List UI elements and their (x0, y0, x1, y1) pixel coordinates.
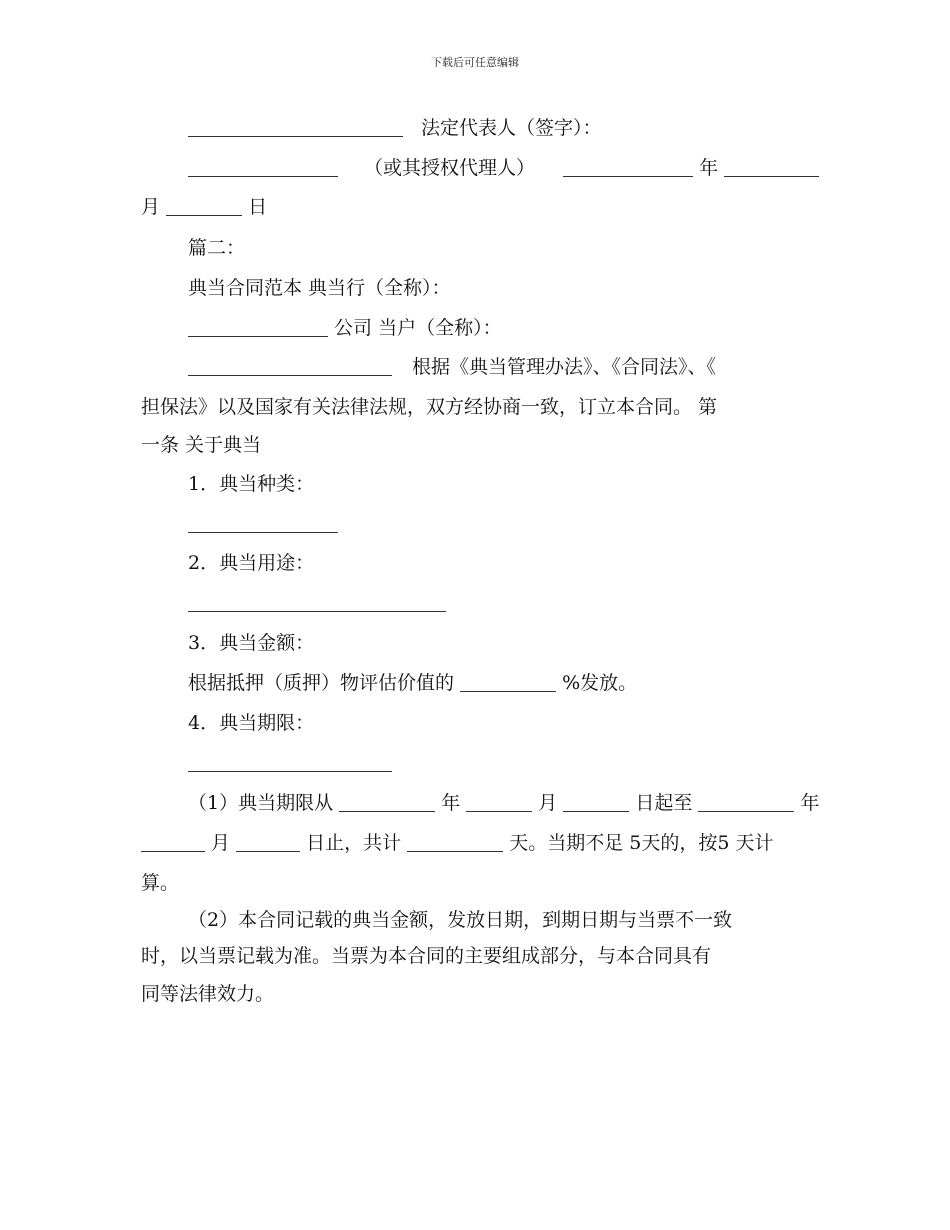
blank-field[interactable] (563, 793, 629, 812)
article-title: 一条 关于典当 (141, 434, 262, 456)
blank-field[interactable] (141, 833, 205, 852)
blank-field[interactable] (236, 833, 300, 852)
customer-line (188, 316, 502, 340)
blank-field[interactable] (460, 673, 556, 692)
term-period-line (188, 791, 820, 815)
item-term-label: 4．典当期限： (188, 712, 315, 734)
basis-line (188, 355, 716, 379)
paragraph-line: 时，以当票记载为准。当票为本合同的主要组成部分，与本合同具有 (141, 945, 712, 967)
month-label: 月 (141, 196, 161, 218)
agent-line (188, 156, 819, 180)
legal-rep-label: 法定代表人（签字）： (421, 117, 602, 139)
blank-field[interactable] (188, 118, 403, 137)
blank-field[interactable] (563, 158, 693, 177)
amount-line (188, 671, 637, 695)
amount-text: 根据抵押（质押）物评估价值的 (188, 672, 455, 694)
year-label: 年 (699, 157, 719, 179)
term-from-text: （1）典当期限从 (188, 792, 334, 814)
page-header: 下载后可任意编辑 (431, 56, 519, 69)
contract-title-line: 典当合同范本 典当行（全称）： (188, 277, 451, 299)
blank-field[interactable] (724, 158, 819, 177)
signature-line (188, 116, 602, 140)
blank-field[interactable] (339, 793, 435, 812)
agent-label: （或其授权代理人） (364, 157, 536, 179)
blank-field[interactable] (188, 318, 328, 337)
day-label: 日 (248, 196, 268, 218)
type-blank-line (188, 512, 338, 536)
paragraph-line: （2）本合同记载的典当金额，发放日期，到期日期与当票不一致 (188, 909, 733, 931)
item-usage-label: 2．典当用途： (188, 552, 315, 574)
item-type-label: 1．典当种类： (188, 473, 315, 495)
blank-field[interactable] (166, 197, 242, 216)
year-label: 年 (441, 792, 461, 814)
blank-field[interactable] (698, 793, 794, 812)
paragraph-line: 担保法》以及国家有关法律法规，双方经协商一致，订立本合同。 第 (141, 396, 718, 418)
paragraph-line: 同等法律效力。 (141, 983, 275, 1005)
date-line (141, 195, 267, 219)
blank-field[interactable] (466, 793, 532, 812)
section-title: 篇二： (188, 237, 246, 259)
percent-text: %发放。 (562, 672, 638, 694)
term-blank-line (188, 751, 392, 775)
blank-field[interactable] (188, 753, 392, 772)
item-amount-label: 3．典当金额： (188, 632, 315, 654)
blank-field[interactable] (188, 593, 446, 612)
term-end-line (141, 831, 774, 855)
basis-text: 根据《典当管理办法》、《合同法》、《 (412, 356, 717, 378)
blank-field[interactable] (188, 158, 338, 177)
usage-blank-line (188, 591, 446, 615)
company-label: 公司 当户（全称）： (334, 317, 502, 339)
blank-field[interactable] (188, 357, 392, 376)
blank-field[interactable] (188, 514, 338, 533)
day-to-label: 日起至 (635, 792, 693, 814)
paragraph-line: 算。 (141, 872, 180, 894)
month-label: 月 (211, 832, 231, 854)
month-label: 月 (538, 792, 558, 814)
days-text: 天。当期不足 5天的，按5 天计 (509, 832, 774, 854)
day-end-label: 日止，共计 (306, 832, 402, 854)
year-label: 年 (800, 792, 820, 814)
blank-field[interactable] (407, 833, 503, 852)
